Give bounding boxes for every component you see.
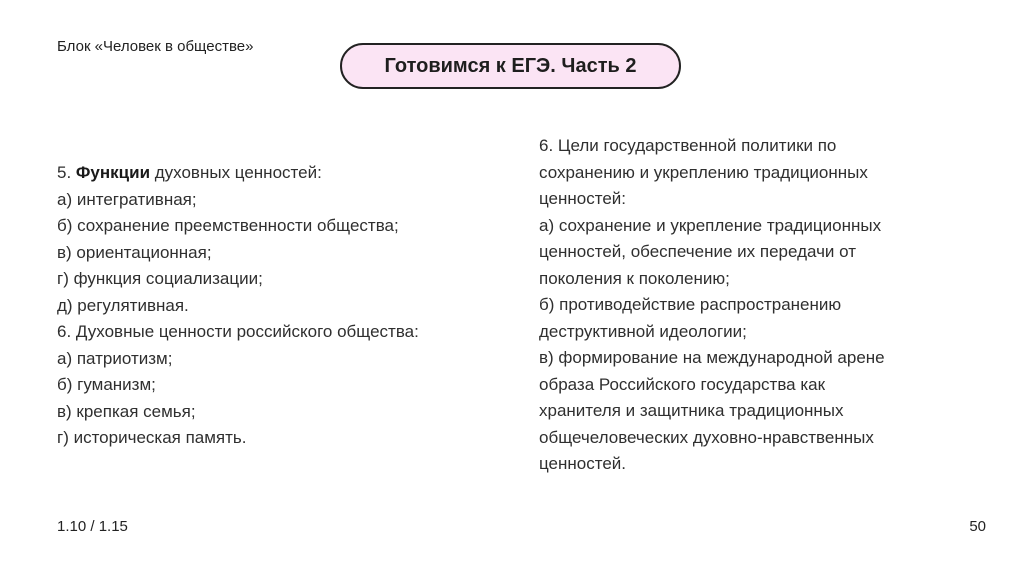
text-line: общечеловеческих духовно-нравственных	[539, 427, 874, 447]
title-pill	[340, 43, 681, 89]
text-line: поколения к поколению;	[539, 268, 730, 288]
list-item: г) функция социализации;	[57, 269, 263, 288]
text-line: 6. Цели государственной политики по	[539, 136, 837, 155]
list-item: г) историческая память.	[57, 428, 247, 447]
list-item: а) интегративная;	[57, 189, 197, 209]
section-label: Блок «Человек в обществе»	[57, 38, 254, 55]
text-line: в) формирование на международной арене	[539, 348, 885, 367]
list-item: а) патриотизм;	[57, 348, 173, 368]
list-item: б) сохранение преемственности общества;	[57, 216, 399, 235]
right-column	[539, 133, 979, 478]
list-heading-values: 6. Духовные ценности российского общества:	[57, 322, 419, 341]
page-number: 50	[969, 518, 986, 535]
list-heading-number: 5.	[57, 163, 72, 182]
text-line: ценностей:	[539, 189, 627, 208]
text-line: ценностей, обеспечение их передачи от	[539, 242, 857, 261]
text-line: ценностей.	[539, 454, 627, 473]
text-line: хранителя и защитника традиционных	[539, 401, 844, 420]
list-item: б) гуманизм;	[57, 375, 156, 394]
text-line: образа Российского государства как	[539, 374, 826, 394]
text-line: деструктивной идеологии;	[539, 321, 747, 341]
footer-codes: 1.10 / 1.15	[57, 518, 128, 535]
text-line: сохранению и укреплению традиционных	[539, 162, 868, 182]
list-heading-rest: духовных ценностей:	[154, 163, 322, 182]
list-heading-functions	[57, 160, 507, 187]
list-item: в) крепкая семья;	[57, 401, 196, 421]
list-heading-bold-word: Функции	[75, 163, 151, 182]
text-line: а) сохранение и укрепление традиционных	[539, 215, 882, 235]
text-line: б) противодействие распространению	[539, 295, 842, 314]
list-item: в) ориентационная;	[57, 242, 212, 262]
slide-title: Готовимся к ЕГЭ. Часть 2	[384, 54, 637, 77]
list-item: д) регулятивная.	[57, 295, 189, 315]
left-column	[57, 160, 507, 452]
